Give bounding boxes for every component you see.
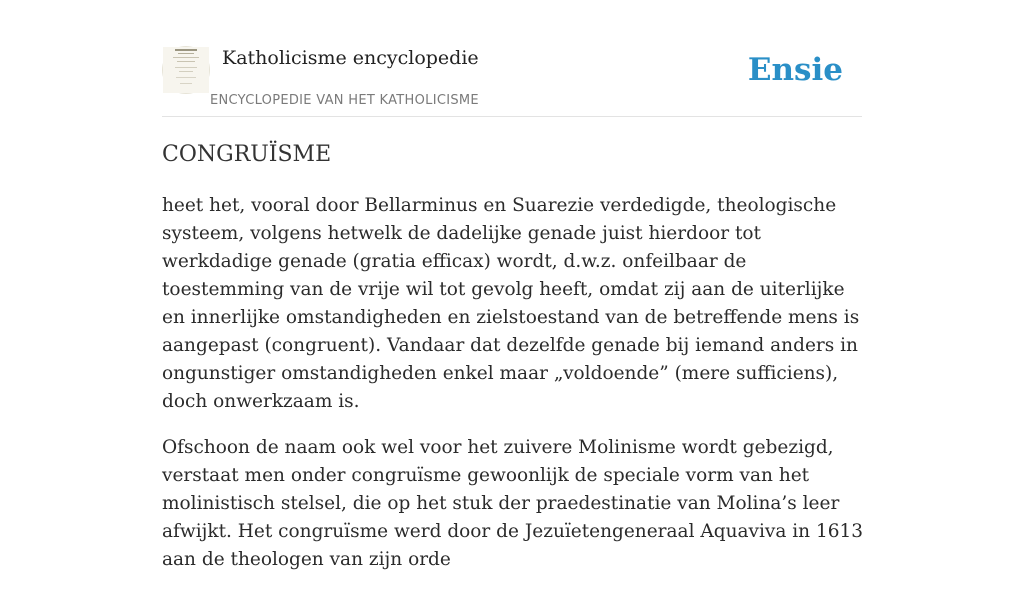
page (162, 0, 864, 570)
entry-paragraph-1: heet het, vooral door Bellarminus en Suarezie verdedigde, theologische systeem, volgens hetwelk de dadelijke genade juist hierdoor tot werkdadige genade (gratia efficax) wordt, d.w.z. onfeilbaar de toestemming van de vrije wil tot gevolg heeft, omdat zij aan de uiterlijke en innerlijke omstandigheden en zielstoestand van de betreffende mens is aangepast (congruent). Vandaar dat dezelfde genade bij iemand anders in ongunstiger omstandigheden enkel maar „voldoende” (mere sufficiens), doch onwerkzaam is. (162, 195, 860, 412)
book-cover-image (163, 47, 209, 93)
entry-body (162, 192, 866, 592)
encyclopedia-title-link[interactable]: Katholicisme encyclopedie (222, 47, 479, 69)
book-cover-thumbnail[interactable] (162, 46, 210, 94)
site-header (162, 0, 862, 117)
ensie-logo-link[interactable]: Ensie (747, 52, 843, 88)
encyclopedia-subtitle: ENCYCLOPEDIE VAN HET KATHOLICISME (210, 93, 479, 108)
entry-paragraph-2: Ofschoon de naam ook wel voor het zuivere Molinisme wordt gebezigd, verstaat men onder congruïsme gewoonlijk de speciale vorm van het molinistisch stelsel, die op het stuk der praedestinatie van Molina’s leer afwijkt. Het congruïsme werd door de Jezuïetengeneraal Aquaviva in 1613 aan de theologen van zijn orde (162, 437, 864, 570)
entry-title: CONGRUÏSME (162, 142, 332, 167)
